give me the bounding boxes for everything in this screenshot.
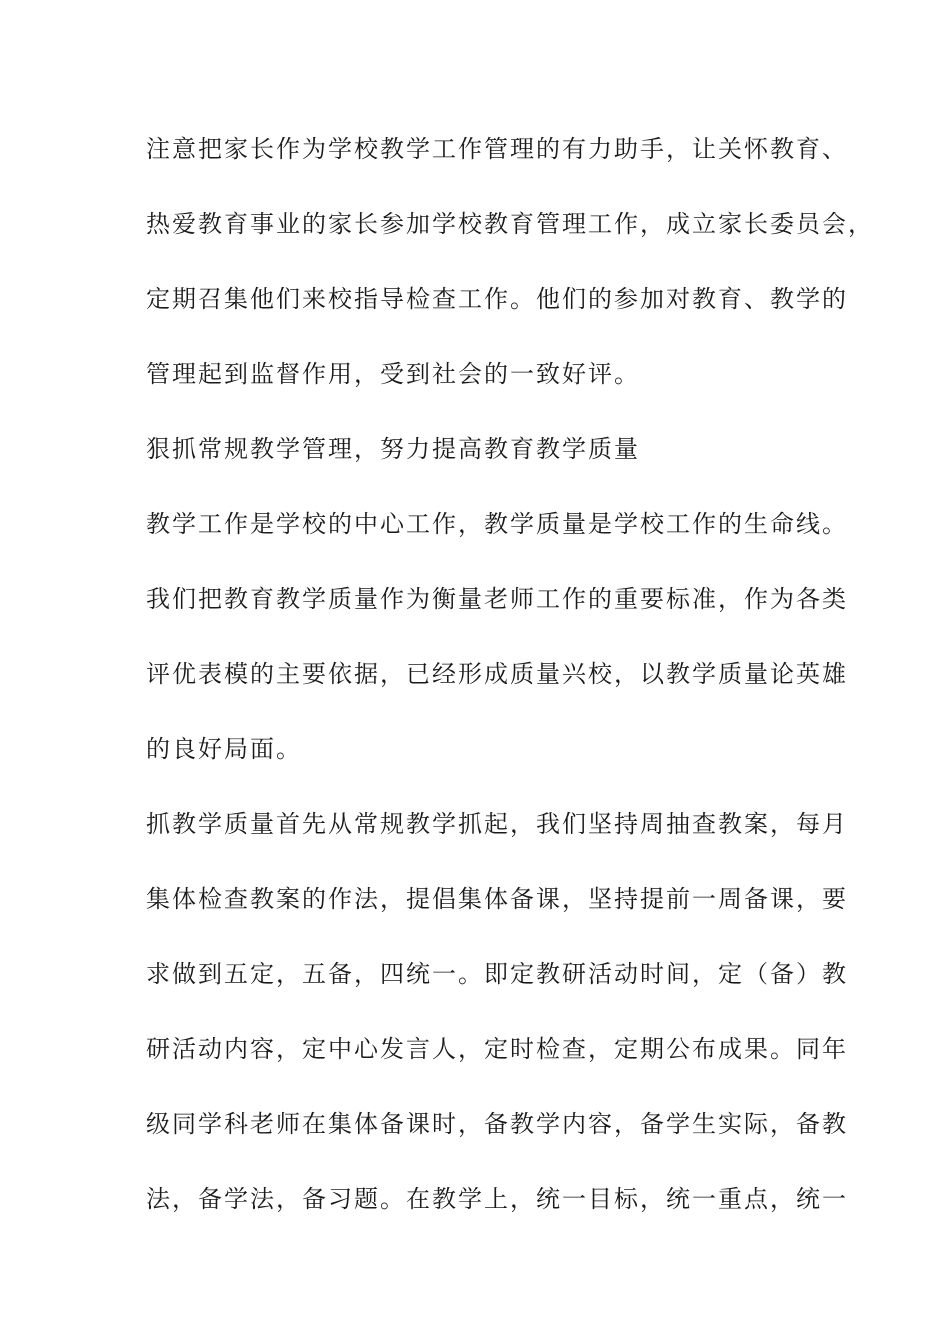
paragraph-line: 教学工作是学校的中心工作，教学质量是学校工作的生命线。 bbox=[146, 510, 848, 538]
paragraph-line: 研活动内容，定中心发言人，定时检查，定期公布成果。同年 bbox=[146, 1035, 848, 1063]
paragraph-line: 法，备学法，备习题。在教学上，统一目标，统一重点，统一 bbox=[146, 1185, 848, 1213]
paragraph-line: 评优表模的主要依据，已经形成质量兴校，以教学质量论英雄 bbox=[146, 660, 848, 688]
section-heading: 狠抓常规教学管理，努力提高教育教学质量 bbox=[146, 435, 640, 463]
paragraph-line: 抓教学质量首先从常规教学抓起，我们坚持周抽查教案，每月 bbox=[146, 810, 848, 838]
paragraph-line: 定期召集他们来校指导检查工作。他们的参加对教育、教学的 bbox=[146, 285, 848, 313]
paragraph-line: 管理起到监督作用，受到社会的一致好评。 bbox=[146, 360, 640, 388]
paragraph-line: 的良好局面。 bbox=[146, 735, 302, 763]
paragraph-line: 注意把家长作为学校教学工作管理的有力助手，让关怀教育、 bbox=[146, 135, 848, 163]
paragraph-line: 集体检查教案的作法，提倡集体备课，坚持提前一周备课，要 bbox=[146, 885, 848, 913]
paragraph-line: 级同学科老师在集体备课时，备教学内容，备学生实际，备教 bbox=[146, 1110, 848, 1138]
paragraph-line: 求做到五定，五备，四统一。即定教研活动时间，定（备）教 bbox=[146, 960, 848, 988]
paragraph-line: 我们把教育教学质量作为衡量老师工作的重要标准，作为各类 bbox=[146, 585, 848, 613]
paragraph-line: 热爱教育事业的家长参加学校教育管理工作，成立家长委员会， bbox=[146, 210, 874, 238]
